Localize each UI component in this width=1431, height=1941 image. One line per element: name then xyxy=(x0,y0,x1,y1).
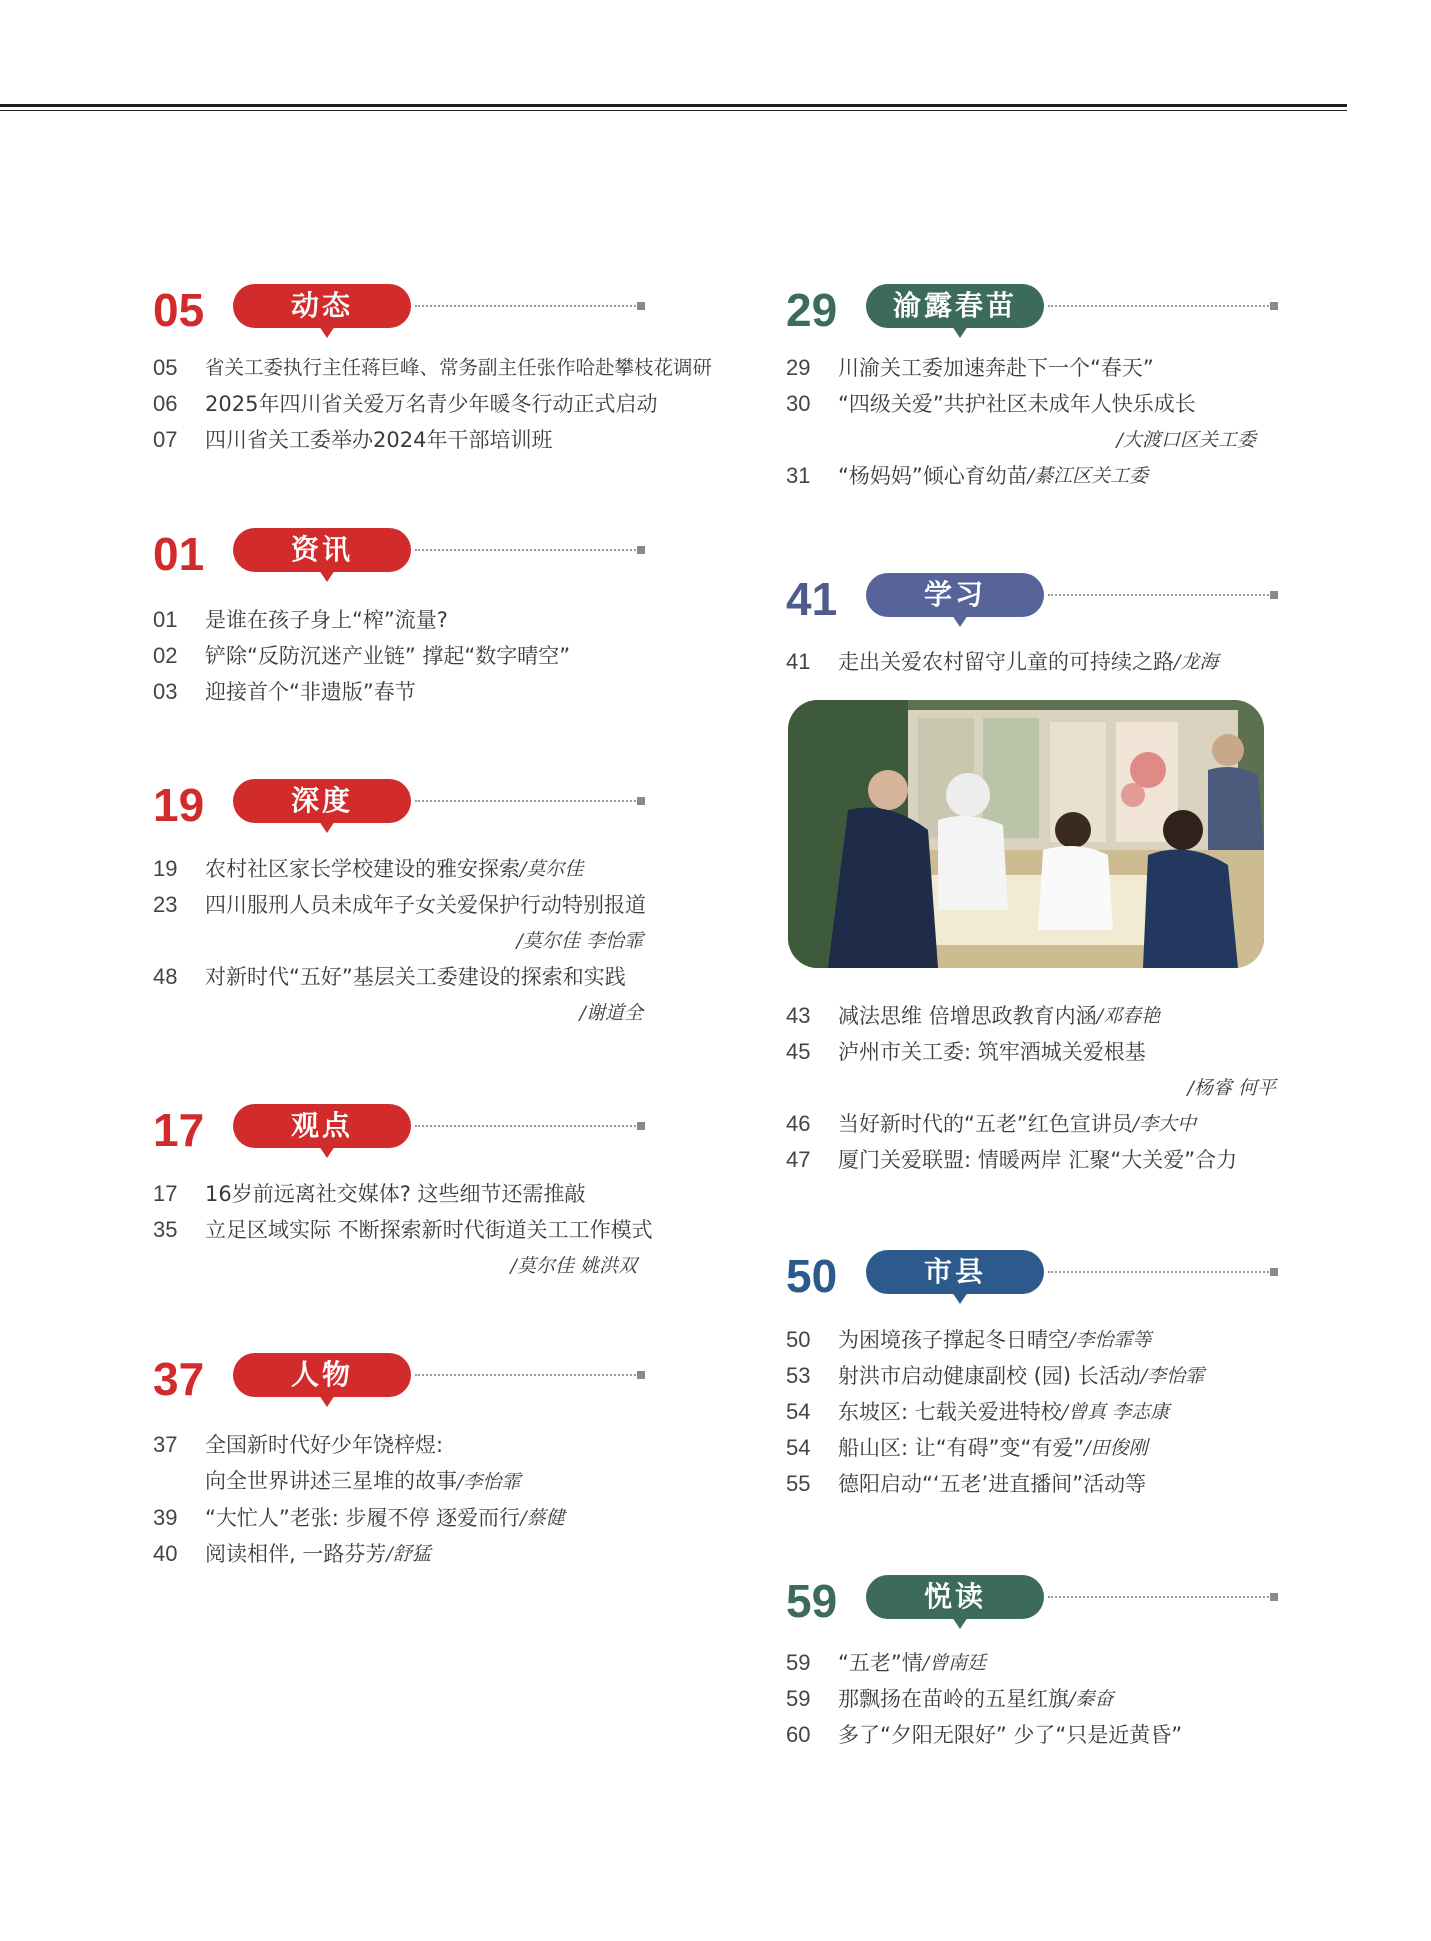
entry-author: /蔡健 xyxy=(520,1507,565,1529)
entry-title: 省关工委执行主任蒋巨峰、常务副主任张作哈赴攀枝花调研 xyxy=(205,356,713,379)
section-number: 05 xyxy=(153,284,205,336)
section-tag-label: 悦读 xyxy=(923,1580,986,1613)
toc-entry[interactable] xyxy=(153,350,712,386)
section-tag xyxy=(233,1353,411,1397)
section-tag-label: 观点 xyxy=(290,1109,353,1142)
entry-title: 泸州市关工委: 筑牢酒城关爱根基 xyxy=(838,1040,1146,1064)
section-divider xyxy=(1048,1271,1272,1273)
entry-title: 多了“夕阳无限好” 少了“只是近黄昏” xyxy=(838,1723,1183,1747)
entry-title: 全国新时代好少年饶梓煜: xyxy=(205,1433,444,1457)
section-number: 19 xyxy=(153,779,205,831)
page-number: 37 xyxy=(153,1432,178,1457)
page-number: 29 xyxy=(786,355,811,380)
toc-entry[interactable] xyxy=(153,386,712,422)
page-number: 59 xyxy=(786,1686,811,1711)
entry-title: 2025年四川省关爱万名青少年暖冬行动正式启动 xyxy=(205,392,658,416)
page-number: 03 xyxy=(153,679,178,704)
section-tag xyxy=(233,779,411,823)
section-number: 29 xyxy=(786,284,838,336)
page-number: 47 xyxy=(786,1147,811,1172)
section-number: 50 xyxy=(786,1250,838,1302)
entry-title: 对新时代“五好”基层关工委建设的探索和实践 xyxy=(205,965,626,989)
entry-title: 德阳启动“‘五老’进直播间”活动等 xyxy=(838,1472,1147,1496)
section-divider xyxy=(415,800,639,802)
toc-entry[interactable] xyxy=(153,602,570,638)
section-divider-end xyxy=(1270,1268,1278,1276)
page-number: 31 xyxy=(786,463,811,488)
page-number: 01 xyxy=(153,607,178,632)
entry-title: “杨妈妈”倾心育幼苗 xyxy=(838,464,1028,488)
toc-entry[interactable] xyxy=(153,887,646,923)
section-divider xyxy=(1048,305,1272,307)
section-tag xyxy=(233,284,411,328)
entry-author: /舒猛 xyxy=(386,1543,431,1565)
section-tag-label: 深度 xyxy=(290,784,353,817)
entry-author: /秦奋 xyxy=(1069,1688,1114,1710)
section-tag xyxy=(233,528,411,572)
toc-entry[interactable] xyxy=(153,674,570,710)
entry-author: /莫尔佳 姚洪双 xyxy=(510,1255,637,1277)
toc-entry[interactable] xyxy=(153,1427,565,1463)
entry-author: /李大中 xyxy=(1132,1113,1197,1135)
entry-title: 是谁在孩子身上“榨”流量? xyxy=(205,608,448,632)
entry-title: 当好新时代的“五老”红色宣讲员 xyxy=(838,1112,1133,1136)
toc-entry[interactable] xyxy=(786,1645,1182,1681)
toc-entry[interactable] xyxy=(153,1536,565,1572)
entry-title: “四级关爱”共护社区未成年人快乐成长 xyxy=(838,392,1196,416)
page-number: 23 xyxy=(153,892,178,917)
page-number: 41 xyxy=(786,649,811,674)
section-dongtai xyxy=(153,280,712,458)
page-number: 53 xyxy=(786,1363,811,1388)
section-divider-end xyxy=(1270,1593,1278,1601)
section-number: 59 xyxy=(786,1575,838,1627)
toc-entry[interactable] xyxy=(786,1322,1204,1358)
entry-author: /李怡霏 xyxy=(457,1471,521,1493)
entry-title: 川渝关工委加速奔赴下一个“春天” xyxy=(838,356,1154,380)
entry-title: 减法思维 倍增思政教育内涵 xyxy=(838,1004,1097,1028)
page-number: 50 xyxy=(786,1327,811,1352)
page-number: 59 xyxy=(786,1650,811,1675)
toc-entry[interactable] xyxy=(153,422,712,458)
entry-title: 迎接首个“非遗版”春节 xyxy=(205,680,416,704)
section-divider xyxy=(415,1374,639,1376)
section-tag xyxy=(233,1104,411,1148)
page-number: 39 xyxy=(153,1505,178,1530)
entry-title: 立足区域实际 不断探索新时代街道关工工作模式 xyxy=(205,1218,653,1242)
toc-entry[interactable] xyxy=(786,1394,1204,1430)
entry-author: /谢道全 xyxy=(579,1002,643,1024)
page-number: 60 xyxy=(786,1722,811,1747)
entry-author: /曾真 李志康 xyxy=(1061,1401,1170,1423)
section-number: 37 xyxy=(153,1353,205,1405)
entry-author: /莫尔佳 xyxy=(520,858,584,880)
page-number: 40 xyxy=(153,1541,178,1566)
page-number: 55 xyxy=(786,1471,811,1496)
page-number: 35 xyxy=(153,1217,178,1242)
section-shixian xyxy=(786,1246,1204,1502)
section-divider-end xyxy=(637,546,645,554)
section-xuexi-continued xyxy=(786,998,1276,1178)
toc-entry[interactable] xyxy=(786,458,1256,494)
page-number: 17 xyxy=(153,1181,178,1206)
section-tag xyxy=(866,284,1044,328)
section-yuedu xyxy=(786,1571,1182,1753)
entry-author: /李怡霏等 xyxy=(1069,1329,1152,1351)
section-guandian xyxy=(153,1100,653,1284)
toc-entry[interactable] xyxy=(786,1358,1204,1394)
section-divider-end xyxy=(637,302,645,310)
page-number: 54 xyxy=(786,1399,811,1424)
entry-author: /龙海 xyxy=(1174,651,1219,673)
entry-title: 农村社区家长学校建设的雅安探索 xyxy=(205,857,520,881)
entry-author: /邓春艳 xyxy=(1096,1005,1161,1027)
section-number: 41 xyxy=(786,573,838,625)
entry-title: 16岁前远离社交媒体? 这些细节还需推敲 xyxy=(205,1182,586,1206)
section-shendu xyxy=(153,775,646,1031)
entry-title: 四川省关工委举办2024年干部培训班 xyxy=(205,428,553,452)
section-tag-label: 学习 xyxy=(923,578,986,611)
page-number: 02 xyxy=(153,643,178,668)
entry-title: “五老”情 xyxy=(838,1651,923,1675)
entry-author: /杨睿 何平 xyxy=(1187,1077,1276,1099)
entry-author: /大渡口区关工委 xyxy=(1116,429,1256,451)
toc-entry[interactable] xyxy=(153,851,643,887)
toc-entry[interactable] xyxy=(153,959,643,995)
toc-entry[interactable] xyxy=(786,1106,1276,1142)
entry-title: “大忙人”老张: 步履不停 逐爱而行 xyxy=(205,1506,521,1530)
section-tag-label: 人物 xyxy=(290,1358,353,1391)
section-tag xyxy=(866,1575,1044,1619)
entry-author: /田俊刚 xyxy=(1084,1437,1148,1459)
entry-author: /莫尔佳 李怡霏 xyxy=(516,930,643,952)
entry-author: /李怡霏 xyxy=(1140,1365,1205,1387)
entry-title: 阅读相伴, 一路芬芳 xyxy=(205,1542,387,1566)
toc-entry[interactable] xyxy=(153,1176,637,1212)
top-rule-thick xyxy=(0,104,1347,107)
toc-entry[interactable] xyxy=(153,1500,565,1536)
page-number: 54 xyxy=(786,1435,811,1460)
calligraphy-class-photo xyxy=(788,700,1264,968)
toc-entry[interactable] xyxy=(786,1034,1276,1070)
page-number: 48 xyxy=(153,964,178,989)
section-tag-label: 资讯 xyxy=(290,533,353,566)
section-zixun xyxy=(153,524,570,710)
section-divider-end xyxy=(637,1122,645,1130)
section-number: 17 xyxy=(153,1104,205,1156)
section-divider-end xyxy=(637,797,645,805)
toc-entry[interactable] xyxy=(153,638,570,674)
section-xuexi xyxy=(786,569,1218,680)
toc-entry[interactable] xyxy=(786,1466,1204,1502)
section-divider xyxy=(415,305,639,307)
section-divider xyxy=(1048,1596,1272,1598)
page-number: 46 xyxy=(786,1111,811,1136)
entry-title: 走出关爱农村留守儿童的可持续之路 xyxy=(838,650,1174,674)
entry-title: 射洪市启动健康副校 (园) 长活动 xyxy=(838,1364,1141,1388)
section-divider-end xyxy=(1270,591,1278,599)
entry-title-continuation[interactable] xyxy=(153,1463,565,1500)
section-renwu xyxy=(153,1349,565,1572)
page-number: 19 xyxy=(153,856,178,881)
entry-title: 船山区: 让“有碍”变“有爱” xyxy=(838,1436,1085,1460)
section-divider xyxy=(1048,594,1272,596)
page-number: 43 xyxy=(786,1003,811,1028)
toc-entry[interactable] xyxy=(786,1430,1204,1466)
section-divider-end xyxy=(1270,302,1278,310)
section-yulu-chunmiao xyxy=(786,280,1256,494)
page-number: 07 xyxy=(153,427,178,452)
entry-title: 四川服刑人员未成年子女关爱保护行动特别报道 xyxy=(205,893,646,917)
toc-entry[interactable] xyxy=(786,386,1256,422)
entry-author: /綦江区关工委 xyxy=(1027,465,1149,487)
section-tag-label: 市县 xyxy=(923,1255,986,1288)
toc-entry[interactable] xyxy=(153,1212,653,1248)
section-divider xyxy=(415,1125,639,1127)
toc-entry[interactable] xyxy=(786,998,1276,1034)
entry-title: 厦门关爱联盟: 情暖两岸 汇聚“大关爱”合力 xyxy=(838,1148,1238,1172)
entry-title: 铲除“反防沉迷产业链” 撑起“数字晴空” xyxy=(205,644,571,668)
entry-title: 那飘扬在苗岭的五星红旗 xyxy=(838,1687,1069,1711)
toc-entry[interactable] xyxy=(786,1681,1182,1717)
section-tag xyxy=(866,1250,1044,1294)
section-tag-label: 动态 xyxy=(290,289,353,322)
page-number: 06 xyxy=(153,391,178,416)
page-number: 45 xyxy=(786,1039,811,1064)
page-number: 30 xyxy=(786,391,811,416)
toc-entry[interactable] xyxy=(786,644,1218,680)
section-number: 01 xyxy=(153,528,205,580)
photo-illustration xyxy=(788,700,1264,968)
section-tag xyxy=(866,573,1044,617)
section-tag-label: 渝露春苗 xyxy=(892,289,1017,322)
entry-title: 东坡区: 七载关爱进特校 xyxy=(838,1400,1062,1424)
entry-title: 向全世界讲述三星堆的故事 xyxy=(205,1469,457,1493)
toc-entry[interactable] xyxy=(786,350,1256,386)
page-number: 05 xyxy=(153,355,178,380)
toc-entry[interactable] xyxy=(786,1142,1276,1178)
toc-entry[interactable] xyxy=(786,1717,1182,1753)
entry-author: /曾南廷 xyxy=(922,1652,987,1674)
section-divider-end xyxy=(637,1371,645,1379)
section-divider xyxy=(415,549,639,551)
entry-title: 为困境孩子撑起冬日晴空 xyxy=(838,1328,1069,1352)
top-rule-thin xyxy=(0,110,1347,111)
